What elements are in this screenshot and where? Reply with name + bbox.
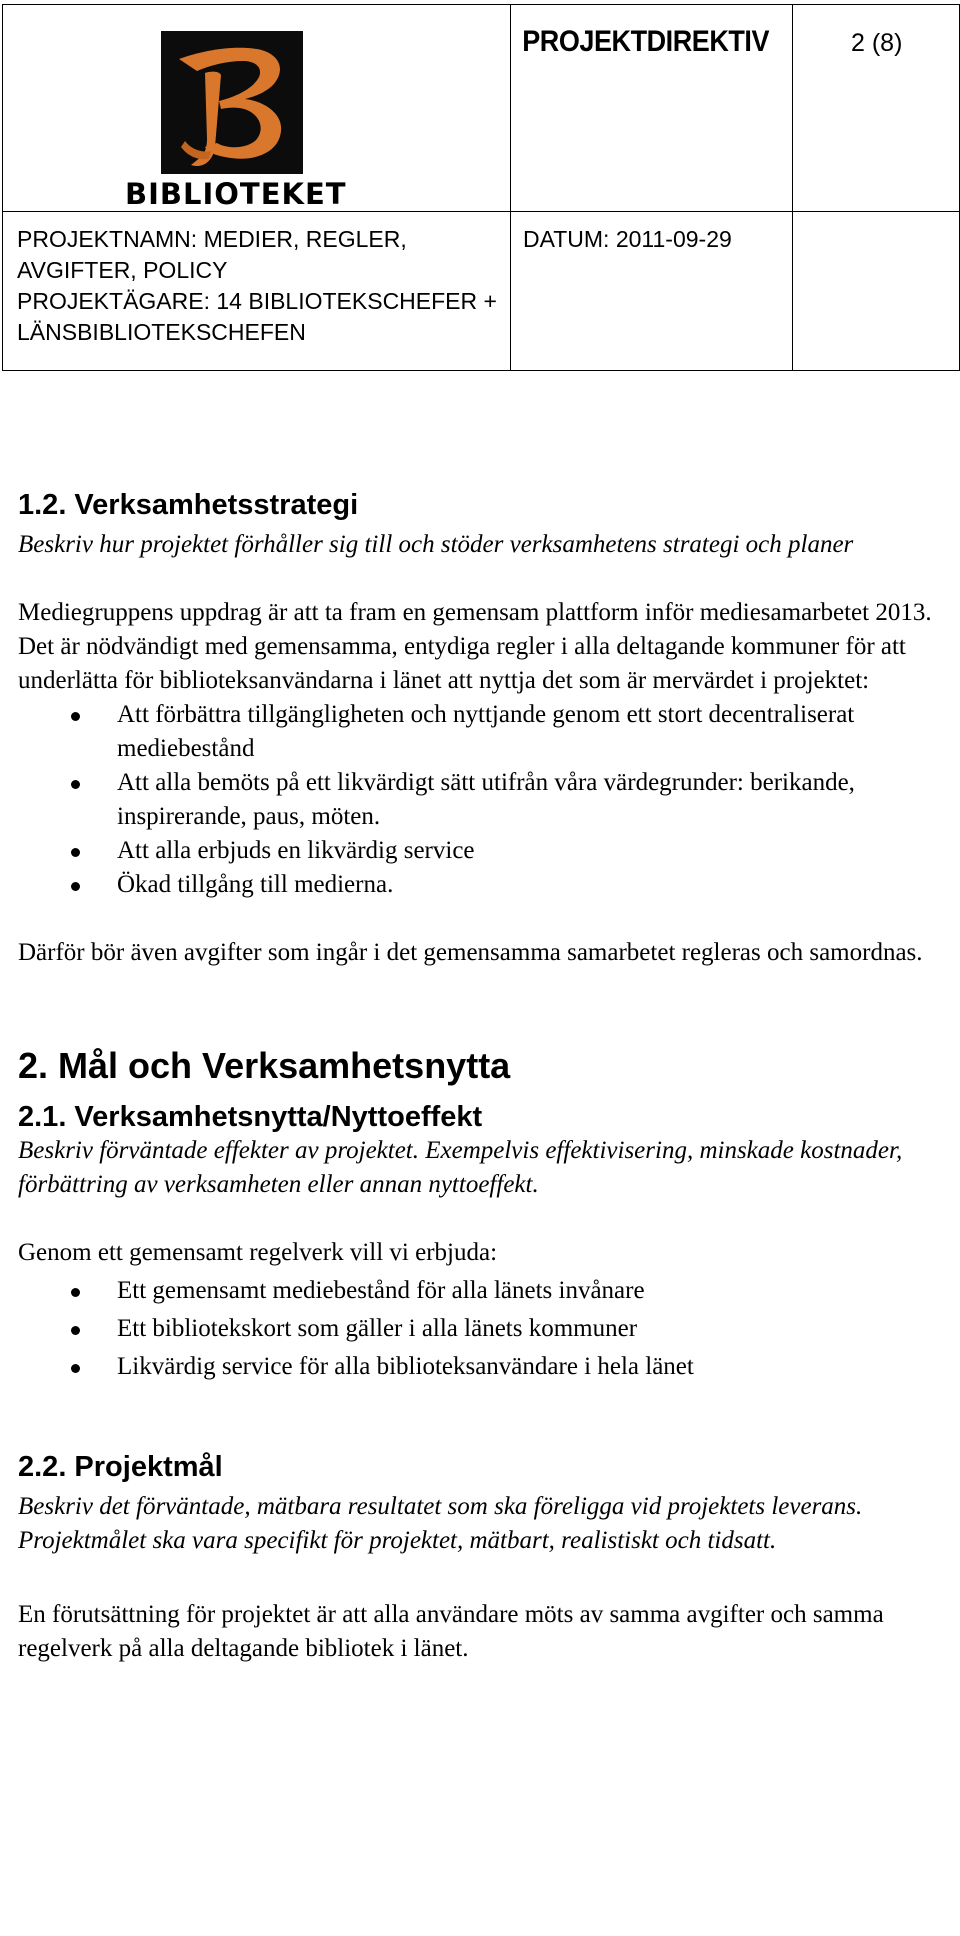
document-title: PROJEKTDIREKTIV [511, 5, 765, 212]
page-number: 2 (8) [793, 5, 960, 212]
biblioteket-logo-icon [161, 31, 303, 174]
list-item: Likvärdig service för alla biblioteksanvändare i hela länet [18, 1350, 943, 1384]
section-2-1-heading: 2.1. Verksamhetsnytta/Nyttoeffekt [18, 1101, 483, 1133]
section-1-2-paragraph-1: Mediegruppens uppdrag är att ta fram en gemensam plattform inför mediesamarbetet 2013. [18, 599, 932, 626]
section-1-2-bullet-list [18, 698, 943, 902]
section-1-2-instruction: Beskriv hur projektet förhåller sig till och stöder verksamhetens strategi och planer [18, 531, 854, 558]
document-date: DATUM: 2011-09-29 [511, 212, 793, 371]
project-owner-line-1: PROJEKTÄGARE: 14 BIBLIOTEKSCHEFER + [17, 288, 497, 314]
logo-text: BIBLIOTEKET [125, 177, 347, 211]
section-1-2-paragraph-2: Det är nödvändigt med gemensamma, entydiga regler i alla deltagande kommuner för att underlätta för biblioteksanvändarna i länet att nyttja det som är mervärdet i projektet: [18, 633, 906, 694]
list-item: Att alla erbjuds en likvärdig service [18, 834, 943, 868]
list-item: Ett gemensamt mediebestånd för alla länets invånare [18, 1274, 943, 1308]
section-2-1-bullet-list [18, 1274, 943, 1384]
section-2-2-instruction: Beskriv det förväntade, mätbara resultatet som ska föreligga vid projektets leverans. Projektmålet ska vara specifikt för projektet, mätbart, realistiskt och tidsatt. [18, 1493, 863, 1554]
section-2-1-instruction: Beskriv förväntade effekter av projektet. Exempelvis effektivisering, minskade kostnader, förbättring av verksamheten eller annan nyttoeffekt. [18, 1137, 903, 1198]
list-item: Att alla bemöts på ett likvärdigt sätt utifrån våra värdegrunder: berikande, inspirerande, paus, möten. [18, 766, 943, 834]
section-2-heading: 2. Mål och Verksamhetsnytta [18, 1045, 511, 1086]
document-body [18, 486, 943, 1666]
section-2-2-paragraph: En förutsättning för projektet är att alla användare möts av samma avgifter och samma regelverk på alla deltagande bibliotek i länet. [18, 1601, 884, 1662]
list-item: Ökad tillgång till medierna. [18, 868, 943, 902]
list-item: Att förbättra tillgängligheten och nyttjande genom ett stort decentraliserat mediebestånd [18, 698, 943, 766]
section-2-1-intro: Genom ett gemensamt regelverk vill vi erbjuda: [18, 1239, 498, 1266]
project-name-line-1: PROJEKTNAMN: MEDIER, REGLER, [17, 226, 407, 252]
section-1-2-heading: 1.2. Verksamhetsstrategi [18, 489, 359, 521]
project-meta [3, 212, 511, 371]
section-1-2-paragraph-3: Därför bör även avgifter som ingår i det gemensamma samarbetet regleras och samordnas. [18, 939, 923, 966]
document-header [2, 4, 960, 371]
empty-header-cell [793, 212, 960, 371]
logo-cell [3, 5, 511, 212]
project-owner-line-2: LÄNSBIBLIOTEKSCHEFEN [17, 319, 306, 345]
list-item: Ett bibliotekskort som gäller i alla länets kommuner [18, 1312, 943, 1346]
project-name-line-2: AVGIFTER, POLICY [17, 257, 228, 283]
section-2-2-heading: 2.2. Projektmål [18, 1451, 223, 1483]
